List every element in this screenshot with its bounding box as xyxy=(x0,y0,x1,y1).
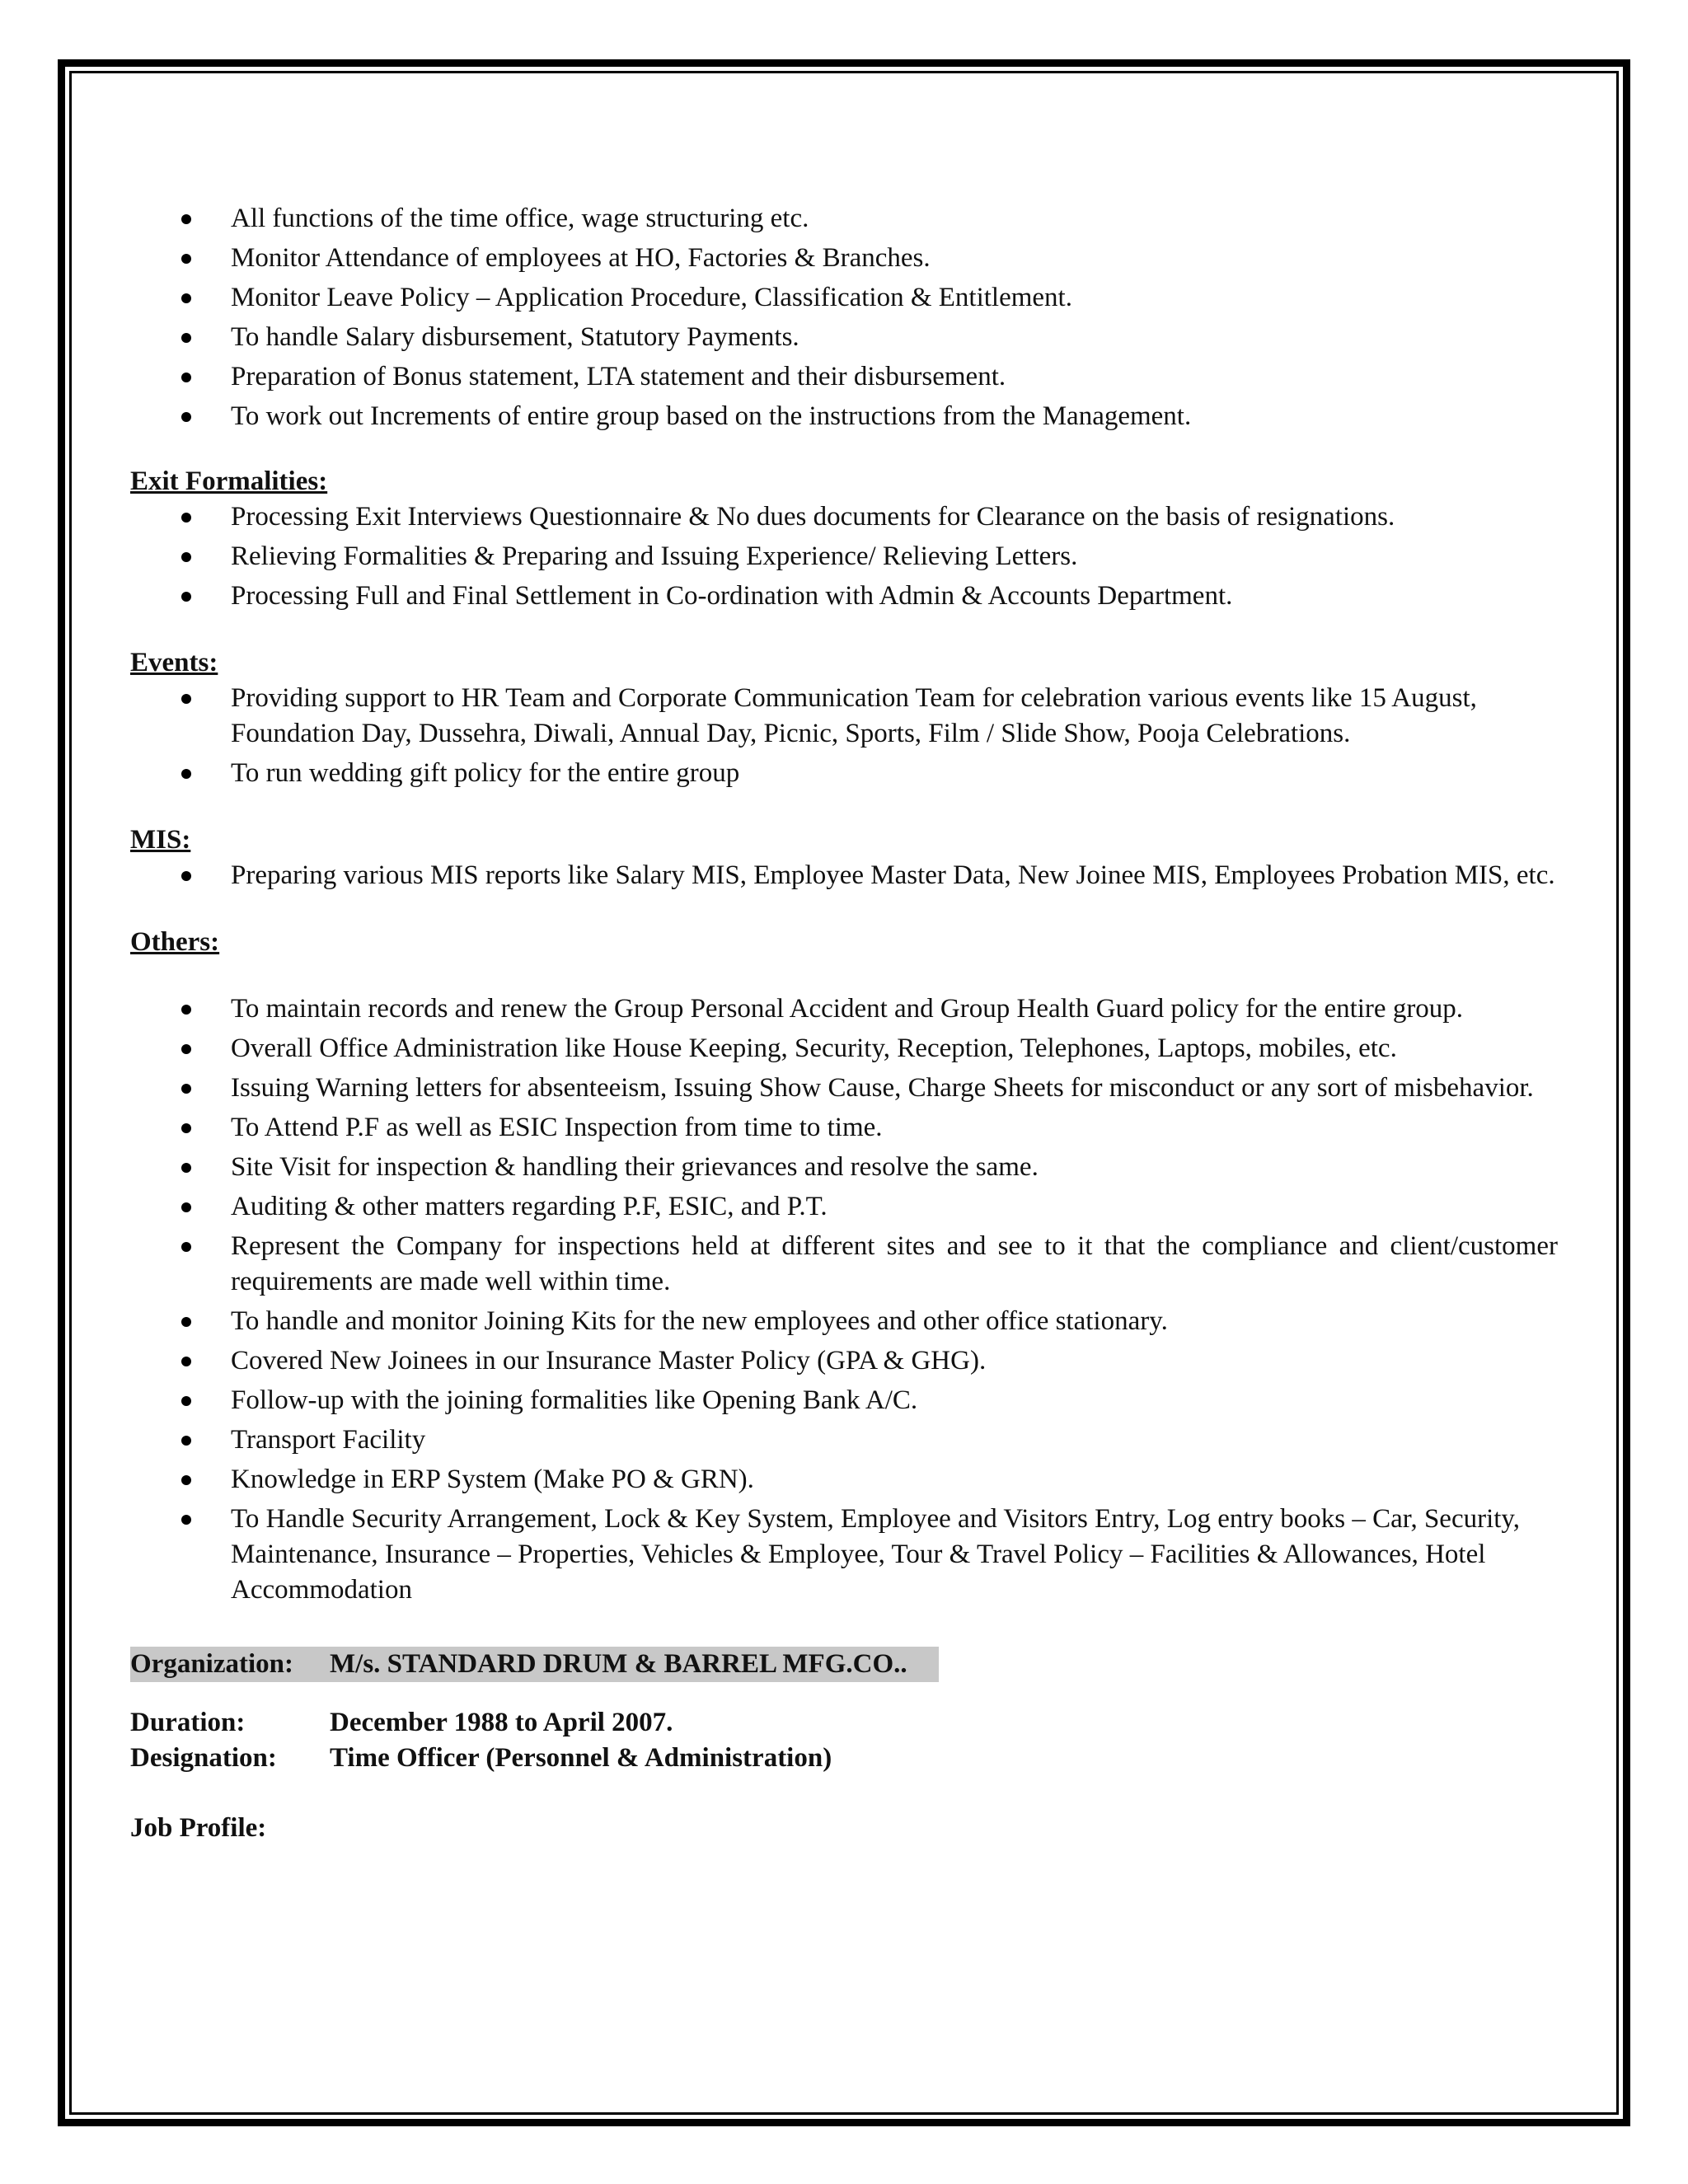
events-heading: Events: xyxy=(130,648,218,677)
events-list xyxy=(130,681,1558,791)
designation-label: Designation: xyxy=(130,1743,277,1773)
list-item: To handle Salary disbursement, Statutory Payments. xyxy=(130,320,1558,355)
list-item: Processing Full and Final Settlement in Co-ordination with Admin & Accounts Department. xyxy=(130,579,1558,614)
list-item: Overall Office Administration like House Keeping, Security, Reception, Telephones, Laptops, mobiles, etc. xyxy=(130,1031,1558,1066)
list-item: Site Visit for inspection & handling their grievances and resolve the same. xyxy=(130,1150,1558,1185)
resume-content xyxy=(130,201,1558,1846)
list-item: Relieving Formalities & Preparing and Issuing Experience/ Relieving Letters. xyxy=(130,539,1558,574)
list-item: To maintain records and renew the Group Personal Accident and Group Health Guard policy for the entire group. xyxy=(130,991,1558,1027)
time-office-list xyxy=(130,201,1558,434)
employment-details xyxy=(130,1705,1558,1776)
mis-heading: MIS: xyxy=(130,825,191,855)
list-item: Transport Facility xyxy=(130,1422,1558,1458)
list-item: Represent the Company for inspections held at different sites and see to it that the compliance and client/customer requirements are made well within time. xyxy=(130,1229,1558,1300)
list-item: Monitor Attendance of employees at HO, Factories & Branches. xyxy=(130,241,1558,276)
organization-label: Organization: xyxy=(130,1649,293,1679)
exit-formalities-list xyxy=(130,499,1558,614)
duration-label: Duration: xyxy=(130,1708,246,1737)
list-item: To Attend P.F as well as ESIC Inspection from time to time. xyxy=(130,1110,1558,1146)
designation-value: Time Officer (Personnel & Administration) xyxy=(330,1743,832,1773)
list-item: To Handle Security Arrangement, Lock & Key System, Employee and Visitors Entry, Log entry books – Car, Security, Maintenance, Insurance – Properties, Vehicles & Employee, Tour & Travel Policy – Facilities & Allowances, Hotel Accommodation xyxy=(130,1502,1558,1608)
organization-value: M/s. STANDARD DRUM & BARREL MFG.CO.. xyxy=(330,1649,907,1679)
exit-formalities-heading: Exit Formalities: xyxy=(130,466,328,496)
list-item: Follow-up with the joining formalities like Opening Bank A/C. xyxy=(130,1383,1558,1418)
others-heading: Others: xyxy=(130,927,220,957)
organization-row xyxy=(130,1647,939,1682)
list-item: All functions of the time office, wage structuring etc. xyxy=(130,201,1558,237)
list-item: Auditing & other matters regarding P.F, ESIC, and P.T. xyxy=(130,1189,1558,1225)
list-item: Providing support to HR Team and Corporate Communication Team for celebration various events like 15 August, Foundation Day, Dussehra, Diwali, Annual Day, Picnic, Sports, Film / Slide Show, Pooja Celebrations. xyxy=(130,681,1558,752)
mis-list xyxy=(130,858,1558,893)
list-item: To handle and monitor Joining Kits for the new employees and other office stationary. xyxy=(130,1304,1558,1339)
job-profile-label: Job Profile: xyxy=(130,1813,267,1843)
duration-value: December 1988 to April 2007. xyxy=(330,1708,673,1737)
list-item: Monitor Leave Policy – Application Procedure, Classification & Entitlement. xyxy=(130,280,1558,316)
list-item: To work out Increments of entire group based on the instructions from the Management. xyxy=(130,399,1558,434)
others-list xyxy=(130,991,1558,1608)
designation-row xyxy=(130,1741,1558,1776)
list-item: Knowledge in ERP System (Make PO & GRN). xyxy=(130,1462,1558,1497)
list-item: Preparation of Bonus statement, LTA statement and their disbursement. xyxy=(130,359,1558,395)
list-item: Preparing various MIS reports like Salary MIS, Employee Master Data, New Joinee MIS, Employees Probation MIS, etc. xyxy=(130,858,1558,893)
list-item: Issuing Warning letters for absenteeism, Issuing Show Cause, Charge Sheets for misconduct or any sort of misbehavior. xyxy=(130,1071,1558,1106)
list-item: Covered New Joinees in our Insurance Master Policy (GPA & GHG). xyxy=(130,1343,1558,1379)
list-item: Processing Exit Interviews Questionnaire & No dues documents for Clearance on the basis of resignations. xyxy=(130,499,1558,535)
duration-row xyxy=(130,1705,1558,1741)
list-item: To run wedding gift policy for the entire group xyxy=(130,756,1558,791)
